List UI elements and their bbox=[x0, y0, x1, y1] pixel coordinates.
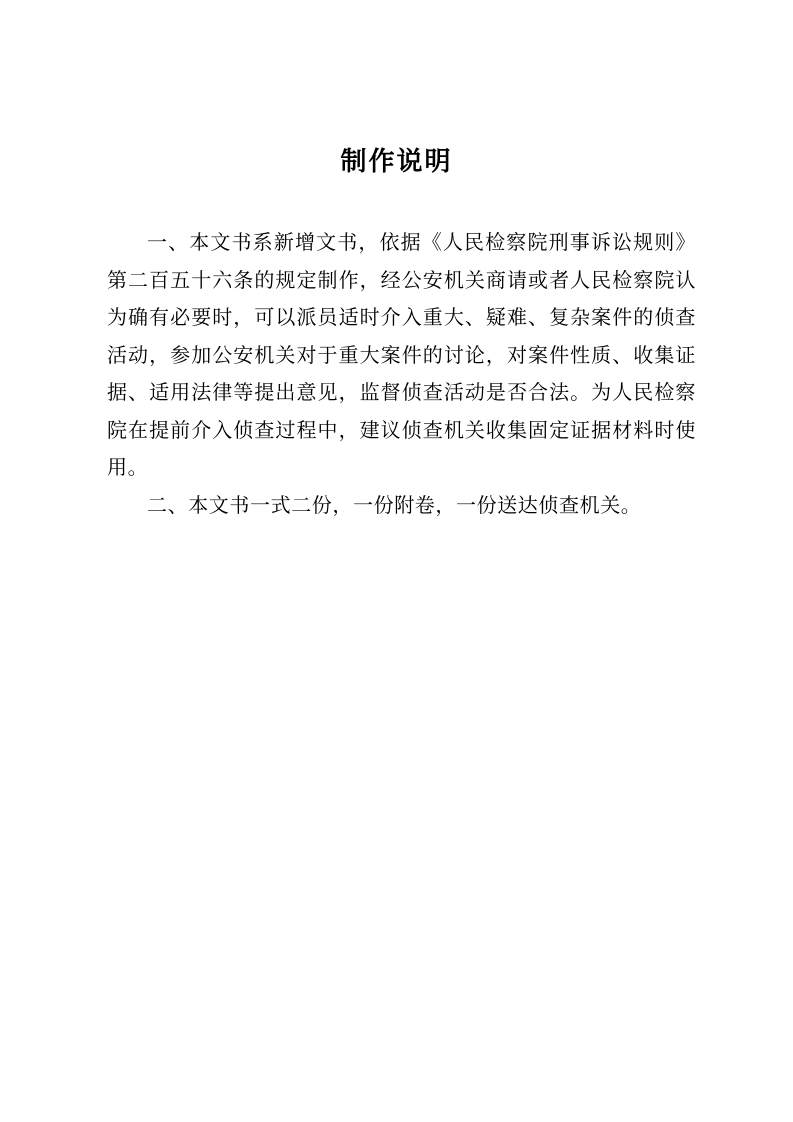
paragraph-2: 二、本文书一式二份，一份附卷，一份送达侦查机关。 bbox=[147, 492, 642, 517]
paragraph-1: 一、本文书系新增文书，依据《人民检察院刑事诉讼规则》第二百五十六条的规定制作，经公安机关商请或者人民检察院认为确有必要时，可以派员适时介入重大、疑难、复杂案件的侦查活动，参加公安机关对于重大案件的讨论，对案件性质、收集证据、适用法律等提出意见，监督侦查活动是否合法。为人民检察院在提前介入侦查过程中，建议侦查机关收集固定证据材料时使用。 bbox=[107, 230, 696, 479]
document-title: 制作说明 bbox=[340, 147, 453, 177]
document-body bbox=[107, 224, 696, 524]
